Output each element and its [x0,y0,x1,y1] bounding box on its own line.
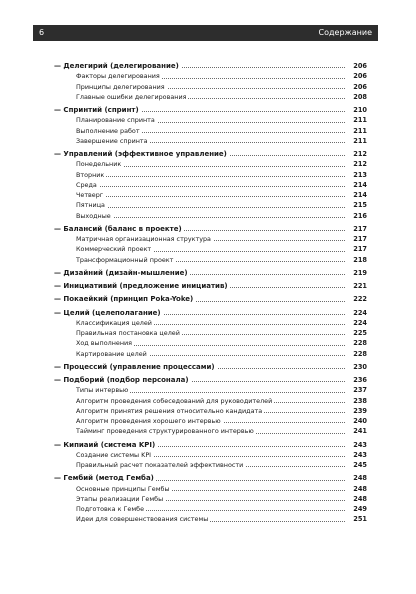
toc-page-number: 212 [353,160,367,169]
toc-page-number: 216 [353,211,367,220]
toc-page-number: 248 [353,494,367,503]
toc-page-number: 214 [353,191,367,199]
dot-leader [76,195,345,197]
toc-page-number: 251 [353,515,367,524]
toc-page-number: 213 [353,170,367,179]
toc-subentry[interactable] [33,514,367,524]
toc-subentry-title: Понедельник [76,160,122,169]
toc-subentry-title: Завершение спринта [76,136,148,145]
toc-page-number: 248 [353,484,367,493]
toc-subentry[interactable] [33,200,367,210]
toc-page-number: 224 [353,308,367,317]
toc-subentry[interactable] [33,190,367,200]
toc-page-number: 245 [353,461,367,469]
toc-page-number: 240 [353,417,367,425]
toc-entry[interactable] [33,294,367,304]
toc-entry[interactable] [33,308,367,318]
toc-page-number: 248 [353,474,367,483]
dot-leader [76,206,345,208]
toc-page-number: 217 [353,224,367,233]
toc-subentry-title: Алгоритм проведения хорошего интервью [76,417,221,425]
toc-entry-title: — Кипиаий (система KPI) [33,440,157,450]
toc-page-number: 249 [353,505,367,513]
toc-entry-title: — Целий (целеполагание) [33,308,163,318]
toc-entry[interactable] [33,61,367,71]
toc-page-number: 206 [353,62,367,70]
toc-subentry[interactable] [33,180,367,190]
toc-subentry[interactable] [33,92,367,102]
header-bar [33,25,378,41]
toc-subentry-title: Ход выполнения [76,339,133,348]
toc-subentry[interactable] [33,82,367,92]
toc-page-number: 206 [353,82,367,91]
toc-entry[interactable] [33,105,367,115]
toc-entry-title: — Процессий (управление процессами) [33,362,217,372]
dot-leader [76,175,345,177]
toc-page-number: 211 [353,136,367,145]
toc-page-number: 222 [353,295,367,304]
toc-subentry[interactable] [33,318,367,328]
toc-page-number: 206 [353,72,367,81]
toc-subentry[interactable] [33,460,367,470]
dot-leader [76,185,345,187]
toc-subentry-title: Выходные [76,211,111,220]
toc-page-number: 219 [353,268,367,277]
toc-subentry-title: Факторы делегирования [76,72,160,81]
toc-subentry-title: Правильный расчет показателей эффективности [76,461,244,469]
toc-subentry[interactable] [33,170,367,180]
toc-subentry-title: Создание системы KPI [76,450,152,459]
toc-subentry[interactable] [33,494,367,504]
toc-subentry-title: Подготовка к Гембе [76,505,145,513]
toc-page-number: 214 [353,180,367,189]
toc-subentry[interactable] [33,338,367,348]
toc-subentry[interactable] [33,484,367,494]
toc-page-number: 239 [353,406,367,415]
toc-subentry[interactable] [33,234,367,244]
page-number: 6 [39,28,45,37]
toc-page-number: 210 [353,106,367,114]
toc-entry-title: — Дизайний (дизайн-мышление) [33,268,190,278]
toc-subentry[interactable] [33,416,367,426]
toc-subentry-title: Типы интервью [76,386,129,395]
section-title: Содержание [318,28,372,37]
toc-subentry-title: Коммерческий проект [76,245,152,254]
toc-page-number: 241 [353,427,367,436]
toc-page-number: 215 [353,201,367,210]
toc-subentry[interactable] [33,136,367,146]
toc-entry[interactable] [33,362,367,372]
toc-subentry[interactable] [33,255,367,265]
toc-subentry-title: Главные ошибки делегирования [76,92,187,101]
toc-page-number: 211 [353,126,367,135]
toc-subentry[interactable] [33,244,367,254]
table-of-contents [33,61,367,525]
toc-subentry[interactable] [33,396,367,406]
toc-page-number: 218 [353,255,367,264]
toc-entry[interactable] [33,224,367,234]
toc-entry[interactable] [33,149,367,159]
toc-subentry-title: Четверг [76,191,104,199]
toc-subentry-title: Вторник [76,170,105,179]
toc-page-number: 224 [353,318,367,327]
toc-entry-title: — Подборий (подбор персонала) [33,375,191,385]
toc-entry-title: — Инициативий (предложение инициатив) [33,281,230,291]
toc-page-number: 217 [353,245,367,254]
toc-entry-title: — Гембий (метод Гемба) [33,473,156,483]
toc-page-number: 236 [353,376,367,384]
toc-subentry-title: Этапы реализации Гембы [76,494,164,503]
toc-subentry-title: Пятница [76,201,105,210]
toc-page-number: 238 [353,396,367,405]
toc-page-number: 230 [353,362,367,371]
toc-subentry[interactable] [33,426,367,436]
toc-page-number: 243 [353,440,367,449]
toc-subentry[interactable] [33,349,367,359]
toc-page-number: 221 [353,282,367,290]
toc-subentry-title: Алгоритм проведения собеседований для руководителей [76,396,273,405]
toc-page-number: 243 [353,450,367,459]
toc-entry-title: — Покаейкий (принцип Poka-Yoke) [33,294,195,304]
toc-entry[interactable] [33,281,367,291]
toc-entry-title: — Управлений (эффективное управление) [33,149,229,159]
toc-subentry-title: Трансформационный проект [76,255,174,264]
toc-subentry[interactable] [33,504,367,514]
toc-subentry[interactable] [33,126,367,136]
toc-page-number: 212 [353,150,367,158]
toc-page-number: 217 [353,235,367,243]
toc-subentry[interactable] [33,159,367,169]
toc-entry-title: — Балансий (баланс в проекте) [33,224,184,234]
toc-subentry-title: Классификация целей [76,318,152,327]
toc-subentry-title: Тайминг проведения структурированного интервью [76,427,254,436]
toc-page-number: 237 [353,386,367,395]
toc-subentry[interactable] [33,211,367,221]
toc-subentry-title: Планирование спринта [76,116,155,125]
toc-subentry-title: Среда [76,180,97,189]
toc-entry[interactable] [33,473,367,483]
toc-subentry-title: Принципы делегирования [76,82,165,91]
toc-page-number: 211 [353,116,367,125]
toc-subentry-title: Матричная организационная структура [76,235,211,243]
toc-subentry-title: Выполнение работ [76,126,140,135]
toc-subentry-title: Правильная постановка целей [76,329,180,337]
toc-subentry-title: Основные принципы Гембы [76,484,170,493]
toc-subentry-title: Алгоритм принятия решения относительно кандидата [76,406,263,415]
toc-entry[interactable] [33,268,367,278]
toc-subentry[interactable] [33,71,367,81]
toc-subentry-title: Идеи для совершенствования системы [76,515,209,524]
toc-page-number: 225 [353,329,367,337]
toc-entry-title: — Спринтий (спринт) [33,105,141,115]
toc-subentry[interactable] [33,406,367,416]
toc-subentry[interactable] [33,385,367,395]
toc-page-number: 228 [353,339,367,348]
dot-leader [76,216,345,218]
toc-page-number: 228 [353,349,367,358]
toc-entry[interactable] [33,375,367,385]
toc-subentry[interactable] [33,115,367,125]
page-header [0,0,416,42]
toc-page-number: 208 [353,92,367,101]
toc-subentry[interactable] [33,328,367,338]
toc-entry[interactable] [33,440,367,450]
toc-entry-title: — Делегирий (делегирование) [33,61,181,71]
toc-subentry-title: Картирование целей [76,349,147,358]
toc-subentry[interactable] [33,450,367,460]
